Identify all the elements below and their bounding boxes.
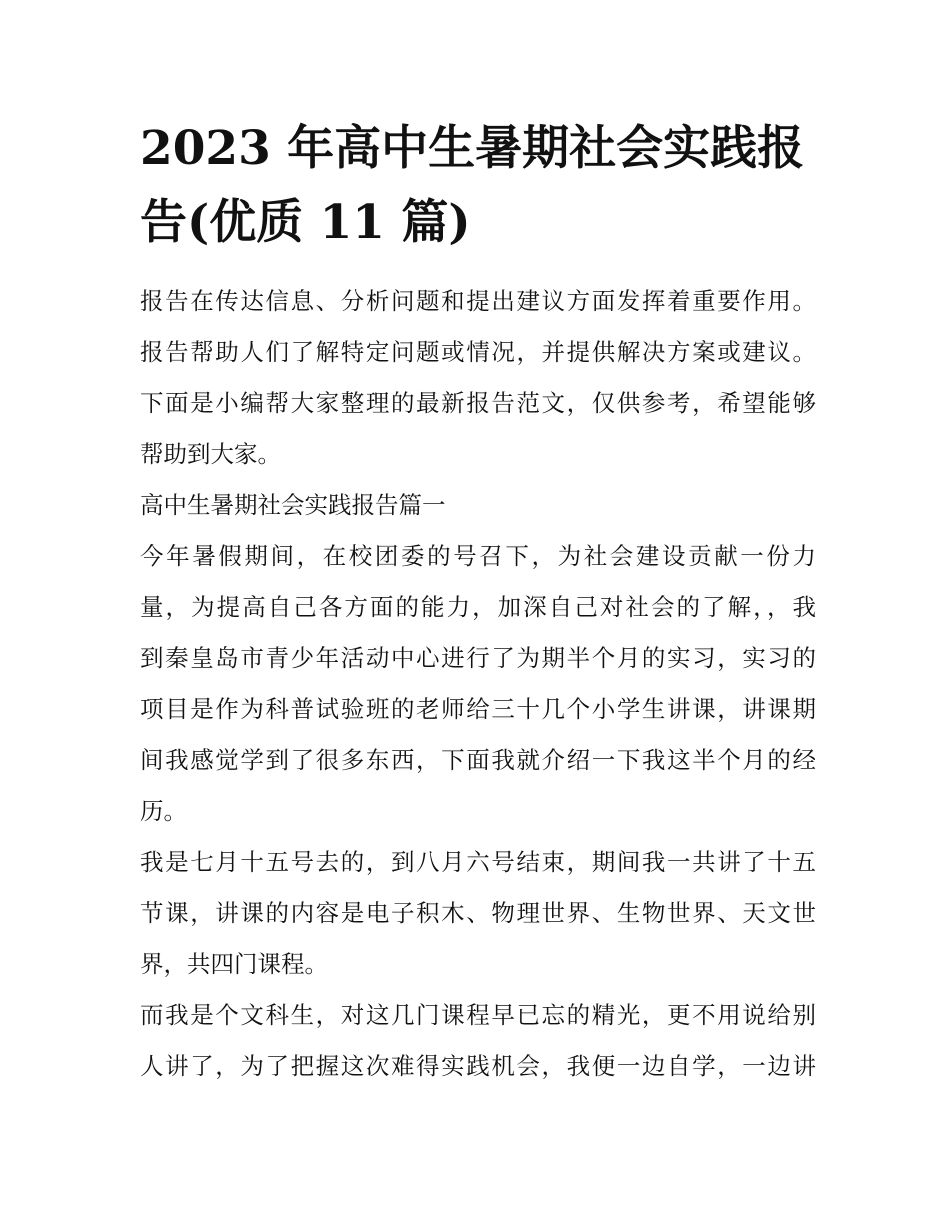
text-line: 报告帮助人们了解特定问题或情况，并提供解决方案或建议。 xyxy=(140,338,816,366)
body-paragraph xyxy=(140,531,816,837)
text-line: 而我是个文科生，对这几门课程早已忘的精光，更不用说给别 xyxy=(140,1001,816,1029)
text-line: 人讲了，为了把握这次难得实践机会，我便一边自学，一边讲 xyxy=(140,1052,816,1080)
text-line: 间我感觉学到了很多东西，下面我就介绍一下我这半个月的经 xyxy=(140,746,816,774)
document-title xyxy=(140,112,820,260)
text-line: 项目是作为科普试验班的老师给三十几个小学生讲课，讲课期 xyxy=(140,695,816,723)
title-line: 告(优质 11 篇) xyxy=(140,195,471,250)
body-paragraph xyxy=(140,837,816,990)
text-line: 今年暑假期间，在校团委的号召下，为社会建设贡献一份力 xyxy=(140,542,816,570)
text-line: 界，共四门课程。 xyxy=(140,950,328,978)
title-line: 2023 年高中生暑期社会实践报 xyxy=(140,121,805,176)
document-body xyxy=(140,276,816,1092)
section-heading xyxy=(140,480,816,531)
intro-paragraph xyxy=(140,276,816,480)
text-line: 下面是小编帮大家整理的最新报告范文，仅供参考，希望能够 xyxy=(140,389,816,417)
text-line: 到秦皇岛市青少年活动中心进行了为期半个月的实习，实习的 xyxy=(140,644,816,672)
text-line: 历。 xyxy=(140,797,187,825)
text-line: 节课，讲课的内容是电子积木、物理世界、生物世界、天文世 xyxy=(140,899,816,927)
body-paragraph xyxy=(140,990,816,1092)
text-line: 帮助到大家。 xyxy=(140,440,281,468)
text-line: 量，为提高自己各方面的能力，加深自己对社会的了解，，我 xyxy=(140,593,816,621)
text-line: 高中生暑期社会实践报告篇一 xyxy=(140,491,446,519)
text-line: 我是七月十五号去的，到八月六号结束，期间我一共讲了十五 xyxy=(140,848,816,876)
text-line: 报告在传达信息、分析问题和提出建议方面发挥着重要作用。 xyxy=(140,287,816,315)
